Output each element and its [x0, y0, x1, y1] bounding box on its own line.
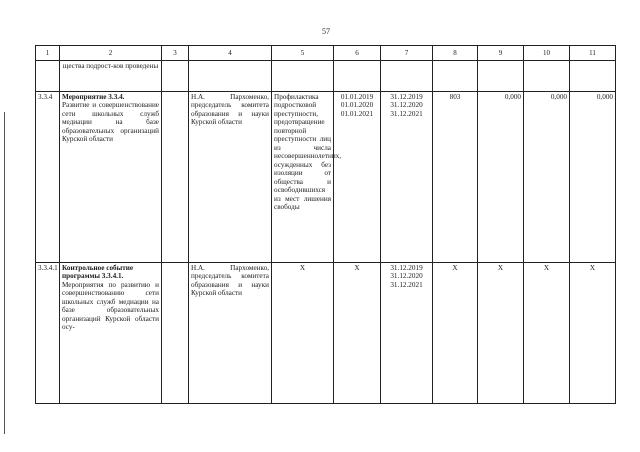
cell-c8	[433, 61, 478, 92]
description-text: Развитие и совершенствование сети школьных служб медиации на базе образовательных организаций Курской области	[62, 101, 159, 144]
table-row	[36, 92, 616, 263]
cell-c9	[478, 61, 524, 92]
table-row	[36, 263, 616, 404]
end-date: 31.12.2021	[390, 109, 423, 118]
end-date: 31.12.2021	[390, 280, 423, 289]
cell-c9: 0,000	[478, 92, 524, 263]
cell-c8: X	[433, 263, 478, 404]
cell-end	[381, 92, 433, 263]
end-date: 31.12.2019	[390, 264, 423, 272]
description-text: щества подрост-ков проведены	[62, 62, 159, 70]
column-header: 8	[433, 46, 478, 61]
start-date: 01.01.2020	[340, 101, 374, 110]
end-date: 31.12.2019	[390, 93, 423, 101]
cell-c10: X	[524, 263, 570, 404]
column-header: 5	[272, 46, 334, 61]
measure-title: Мероприятие 3.3.4.	[62, 93, 125, 101]
end-date: 31.12.2020	[390, 272, 423, 281]
column-header: 7	[381, 46, 433, 61]
column-header: 9	[478, 46, 524, 61]
column-header: 11	[570, 46, 616, 61]
header-row	[36, 46, 616, 61]
row-description	[60, 263, 162, 404]
cell-start	[334, 92, 381, 263]
cell-start	[334, 61, 381, 92]
column-header: 3	[162, 46, 189, 61]
margin-rule	[4, 112, 5, 434]
end-date: 31.12.2020	[390, 101, 423, 110]
cell-start: X	[334, 263, 381, 404]
program-table	[35, 45, 616, 404]
cell-executor: Н.А. Пархоменко, председатель комитета образования и науки Курской области	[189, 92, 272, 263]
row-description	[60, 61, 162, 92]
cell-c11: X	[570, 263, 616, 404]
cell-end	[381, 61, 433, 92]
cell-executor	[189, 61, 272, 92]
event-title: Контрольное событие программы 3.3.4.1.	[62, 264, 134, 281]
cell-col3	[162, 92, 189, 263]
cell-executor: Н.А. Пархоменко, председатель комитета образования и науки Курской области	[189, 263, 272, 404]
column-header: 6	[334, 46, 381, 61]
column-header: 1	[36, 46, 60, 61]
cell-c9: X	[478, 263, 524, 404]
cell-c10	[524, 61, 570, 92]
cell-result	[272, 61, 334, 92]
cell-c11: 0,000	[570, 92, 616, 263]
cell-col3	[162, 61, 189, 92]
row-description	[60, 92, 162, 263]
page-number: 57	[322, 27, 330, 36]
start-date: 01.01.2021	[340, 109, 374, 118]
cell-col3	[162, 263, 189, 404]
column-header: 4	[189, 46, 272, 61]
cell-end	[381, 263, 433, 404]
cell-c8: 803	[433, 92, 478, 263]
row-number: 3.3.4.1	[36, 263, 60, 404]
column-header: 10	[524, 46, 570, 61]
row-number	[36, 61, 60, 92]
row-number: 3.3.4	[36, 92, 60, 263]
cell-result: X	[272, 263, 334, 404]
description-text: Мероприятия по развитию и совершенствованию сети школьных служб медиации на базе образовательных организаций Курской области осу-	[62, 280, 159, 332]
cell-c11	[570, 61, 616, 92]
start-date: 01.01.2019	[340, 93, 374, 101]
cell-result: Профилактика подростковой преступности, предотвращение повторной преступности лиц из числа несовершеннолетних, осужденных без изоляции от общества и освободившихся из мест лишения свободы	[272, 92, 334, 263]
column-header: 2	[60, 46, 162, 61]
table-row	[36, 61, 616, 92]
cell-c10: 0,000	[524, 92, 570, 263]
